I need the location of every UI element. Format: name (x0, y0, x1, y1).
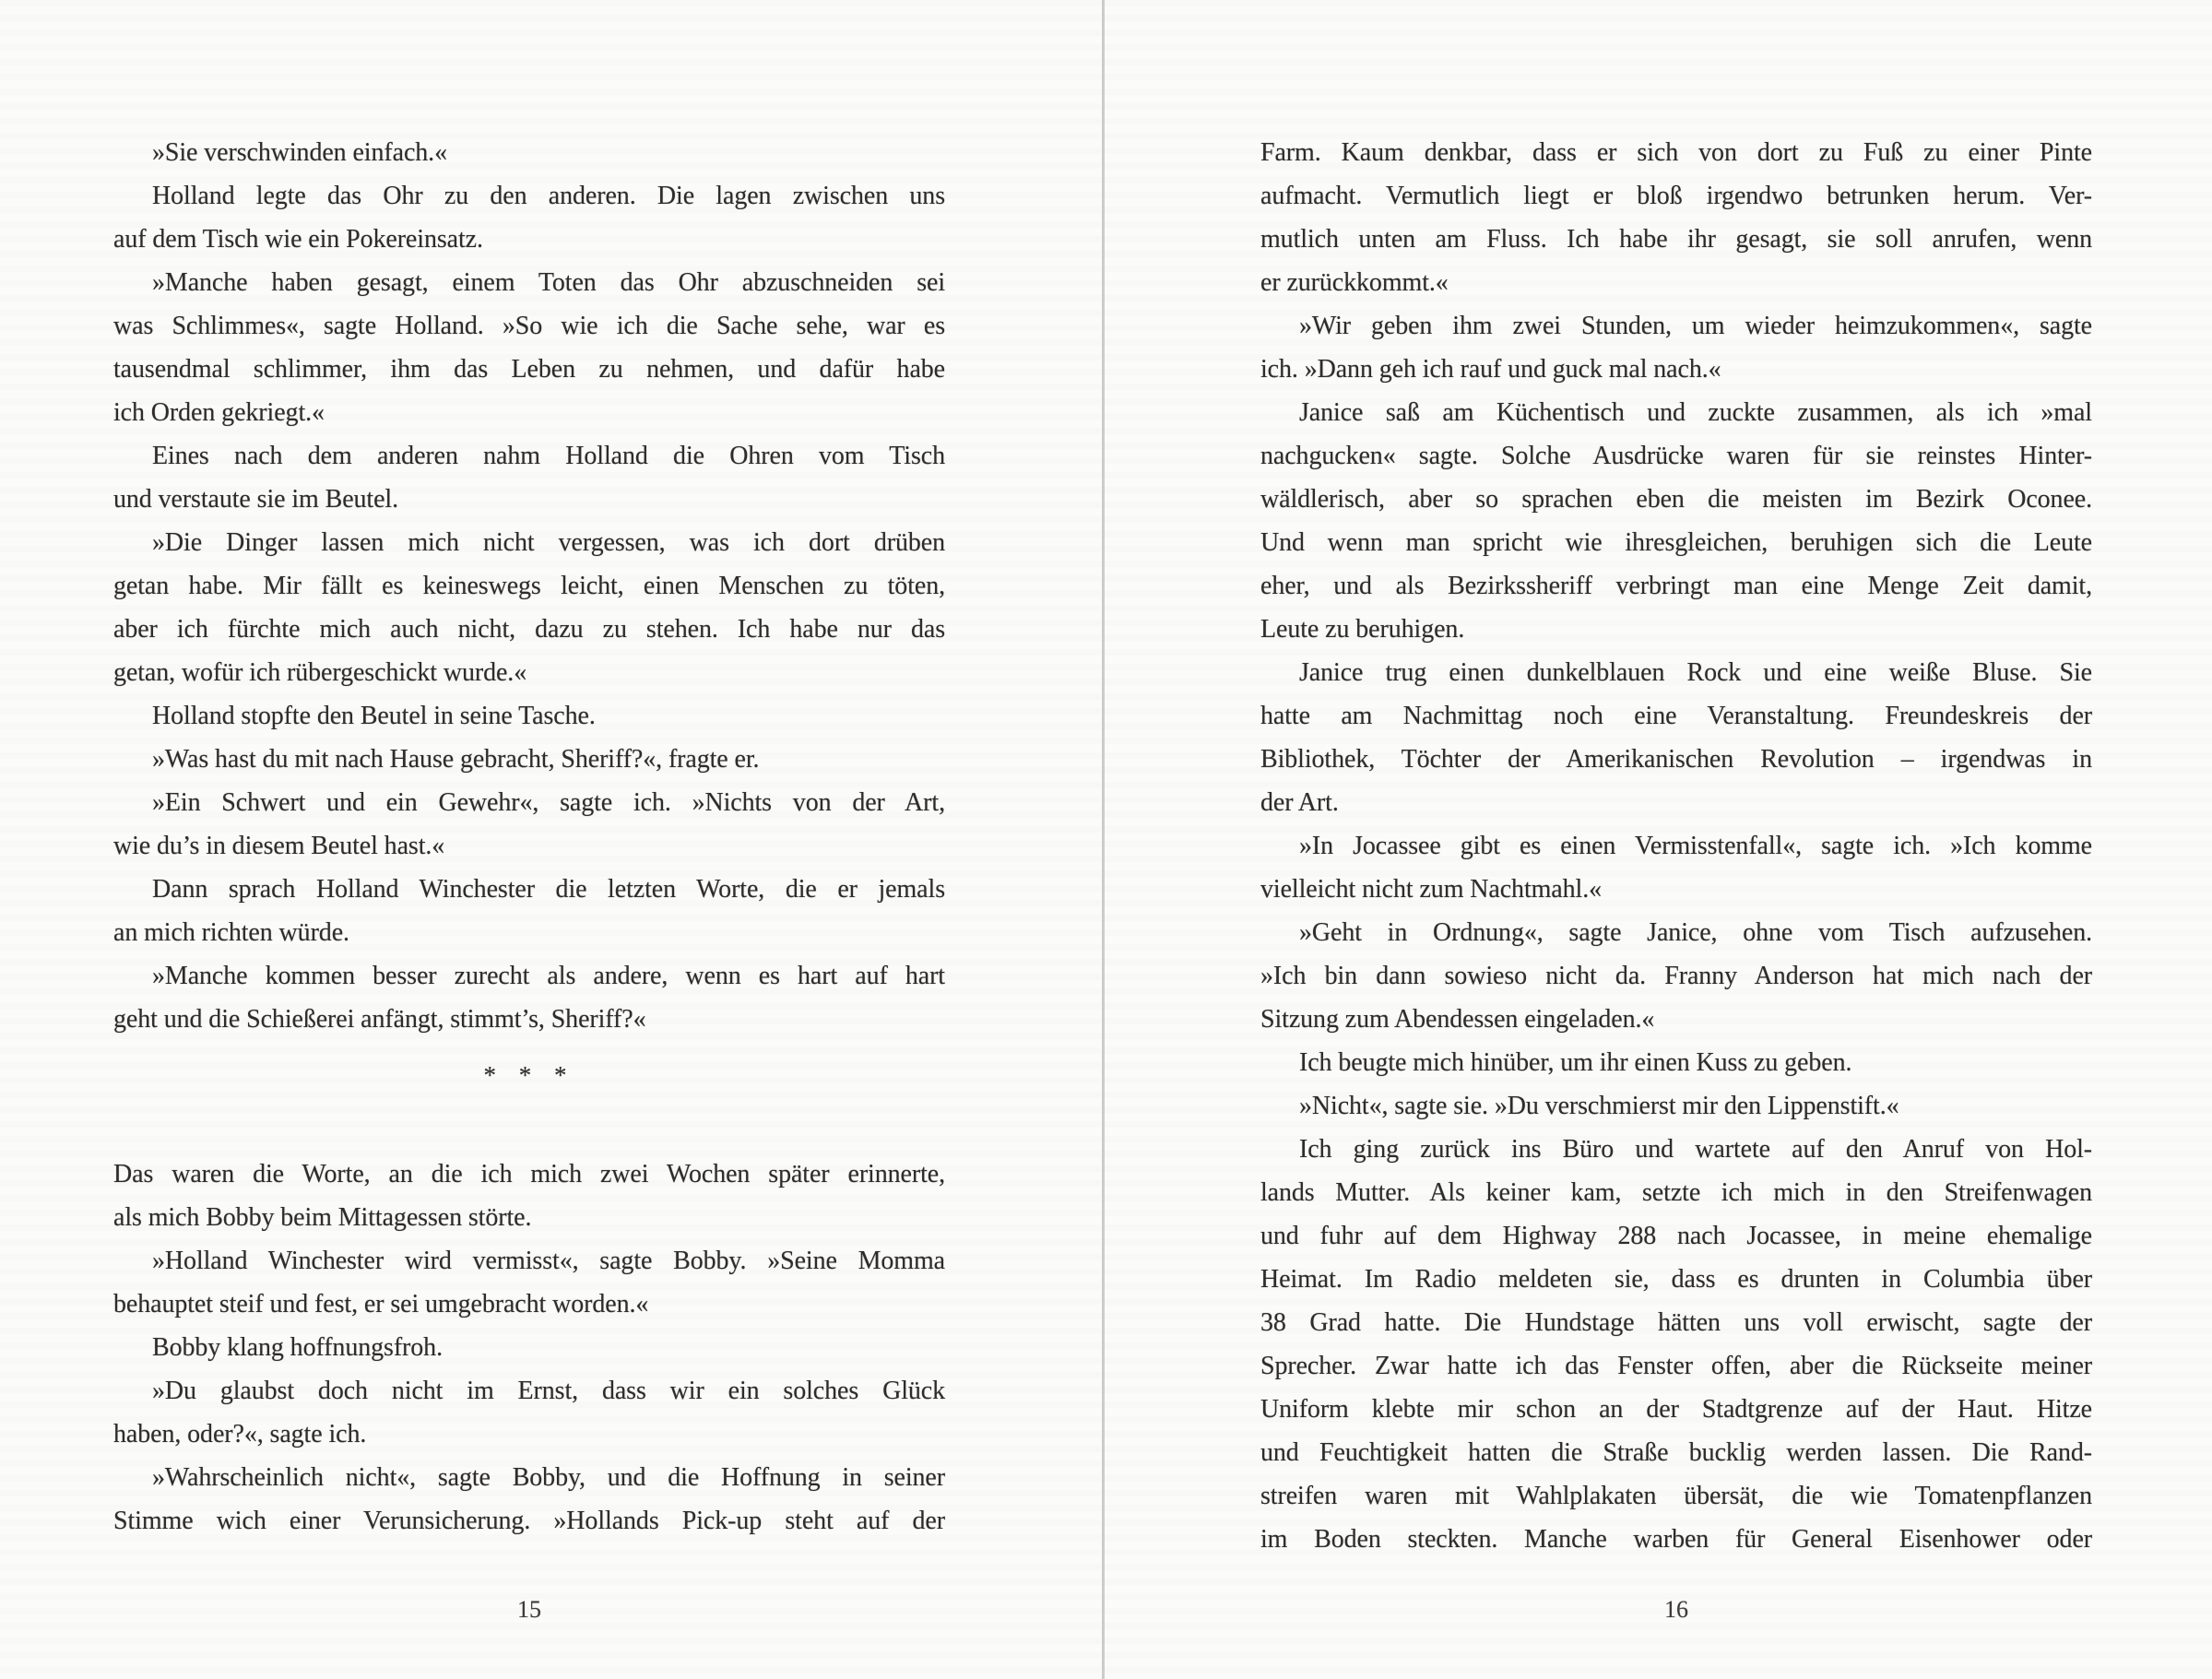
text-line: Uniform klebte mir schon an der Stadtgrenze auf der Haut. Hitze (1260, 1395, 2092, 1424)
text-line: Eines nach dem anderen nahm Holland die Ohren vom Tisch (152, 442, 945, 470)
text-line: »Holland Winchester wird vermisst«, sagte Bobby. »Seine Momma (152, 1247, 945, 1275)
text-line: Stimme wich einer Verunsicherung. »Hollands Pick-up steht auf der (113, 1507, 945, 1535)
text-line: an mich richten würde. (113, 918, 349, 947)
text-line: auf dem Tisch wie ein Pokereinsatz. (113, 225, 483, 254)
text-line: Bobby klang hoffnungsfroh. (152, 1333, 443, 1362)
text-line: Leute zu beruhigen. (1260, 615, 1465, 644)
text-line: »Ich bin dann sowieso nicht da. Franny Anderson hat mich nach der (1260, 962, 2092, 990)
text-line: vielleicht nicht zum Nachtmahl.« (1260, 875, 1603, 904)
text-line: »Nicht«, sagte sie. »Du verschmierst mir den Lippenstift.« (1299, 1092, 1899, 1120)
text-line: »Ein Schwert und ein Gewehr«, sagte ich. »Nichts von der Art, (152, 788, 945, 817)
text-line: nachgucken« sagte. Solche Ausdrücke waren für sie reinstes Hinter- (1260, 442, 2092, 470)
text-line: hatte am Nachmittag noch eine Veranstaltung. Freundeskreis der (1260, 702, 2092, 730)
text-line: lands Mutter. Als keiner kam, setzte ich mich in den Streifenwagen (1260, 1178, 2092, 1207)
text-line: »Manche kommen besser zurecht als andere, wenn es hart auf hart (152, 962, 945, 990)
text-line: aber ich fürchte mich auch nicht, dazu zu stehen. Ich habe nur das (113, 615, 945, 644)
text-line: als mich Bobby beim Mittagessen störte. (113, 1203, 532, 1232)
text-line: Holland legte das Ohr zu den anderen. Die lagen zwischen uns (152, 182, 945, 210)
text-line: mutlich unten am Fluss. Ich habe ihr gesagt, sie soll anrufen, wenn (1260, 225, 2092, 254)
text-line: und verstaute sie im Beutel. (113, 485, 399, 514)
text-line: Janice saß am Küchentisch und zuckte zusammen, als ich »mal (1299, 398, 2092, 427)
page-number-right: 16 (1664, 1596, 1688, 1623)
text-line: was Schlimmes«, sagte Holland. »So wie ich die Sache sehe, war es (113, 312, 945, 340)
text-line: getan habe. Mir fällt es keineswegs leicht, einen Menschen zu töten, (113, 572, 945, 600)
text-line: Das waren die Worte, an die ich mich zwei Wochen später erinnerte, (113, 1160, 945, 1188)
text-line: er zurückkommt.« (1260, 268, 1449, 297)
text-line: Ich ging zurück ins Büro und wartete auf den Anruf von Hol- (1299, 1135, 2092, 1164)
text-line: und fuhr auf dem Highway 288 nach Jocassee, in meine ehemalige (1260, 1222, 2092, 1250)
page-text-right (1260, 131, 2092, 1561)
text-line: Ich beugte mich hinüber, um ihr einen Kuss zu geben. (1299, 1048, 1852, 1077)
text-line: »Wahrscheinlich nicht«, sagte Bobby, und die Hoffnung in seiner (152, 1463, 945, 1492)
text-line: »Manche haben gesagt, einem Toten das Ohr abzuschneiden sei (152, 268, 945, 297)
text-line: Holland stopfte den Beutel in seine Tasche. (152, 702, 596, 730)
text-line: »Was hast du mit nach Hause gebracht, Sheriff?«, fragte er. (152, 745, 760, 774)
text-line: »Geht in Ordnung«, sagte Janice, ohne vom Tisch aufzusehen. (1299, 918, 2092, 947)
text-line: haben, oder?«, sagte ich. (113, 1420, 367, 1448)
text-line: im Boden steckten. Manche warben für General Eisenhower oder (1260, 1525, 2092, 1554)
text-line: Farm. Kaum denkbar, dass er sich von dort zu Fuß zu einer Pinte (1260, 138, 2092, 167)
text-line: Dann sprach Holland Winchester die letzten Worte, die er jemals (152, 875, 945, 904)
text-line: »Sie verschwinden einfach.« (152, 138, 447, 167)
text-line: »In Jocassee gibt es einen Vermisstenfall«, sagte ich. »Ich komme (1299, 832, 2092, 860)
section-separator: * * * (483, 1061, 575, 1089)
text-line: »Wir geben ihm zwei Stunden, um wieder heimzukommen«, sagte (1299, 312, 2092, 340)
text-line: »Die Dinger lassen mich nicht vergessen, was ich dort drüben (152, 528, 945, 557)
text-line: der Art. (1260, 788, 1339, 817)
text-line: behauptet steif und fest, er sei umgebracht worden.« (113, 1290, 649, 1318)
text-line: aufmacht. Vermutlich liegt er bloß irgendwo betrunken herum. Ver- (1260, 182, 2092, 210)
text-line: streifen waren mit Wahlplakaten übersät, die wie Tomatenpflanzen (1260, 1482, 2092, 1510)
text-line: Bibliothek, Töchter der Amerikanischen Revolution – irgendwas in (1260, 745, 2092, 774)
text-line: Sprecher. Zwar hatte ich das Fenster offen, aber die Rückseite meiner (1260, 1352, 2092, 1380)
page-text-left (113, 131, 945, 1543)
text-line: wie du’s in diesem Beutel hast.« (113, 832, 445, 860)
page-gutter-divider (1102, 0, 1105, 1679)
text-line: Heimat. Im Radio meldeten sie, dass es drunten in Columbia über (1260, 1265, 2092, 1294)
text-line: Sitzung zum Abendessen eingeladen.« (1260, 1005, 1655, 1034)
text-line: und Feuchtigkeit hatten die Straße bucklig werden lassen. Die Rand- (1260, 1438, 2092, 1467)
text-line: ich. »Dann geh ich rauf und guck mal nach.« (1260, 355, 1721, 384)
text-line: geht und die Schießerei anfängt, stimmt’s, Sheriff?« (113, 1005, 646, 1034)
text-line: getan, wofür ich rübergeschickt wurde.« (113, 658, 527, 687)
text-line: 38 Grad hatte. Die Hundstage hätten uns voll erwischt, sagte der (1260, 1308, 2092, 1337)
text-line: wäldlerisch, aber so sprachen eben die meisten im Bezirk Oconee. (1260, 485, 2092, 514)
text-line: »Du glaubst doch nicht im Ernst, dass wir ein solches Glück (152, 1377, 945, 1405)
text-line: tausendmal schlimmer, ihm das Leben zu nehmen, und dafür habe (113, 355, 945, 384)
text-line: eher, und als Bezirkssheriff verbringt man eine Menge Zeit damit, (1260, 572, 2092, 600)
text-line: ich Orden gekriegt.« (113, 398, 325, 427)
text-line: Janice trug einen dunkelblauen Rock und eine weiße Bluse. Sie (1299, 658, 2092, 687)
page-number-left: 15 (517, 1596, 541, 1623)
text-line: Und wenn man spricht wie ihresgleichen, beruhigen sich die Leute (1260, 528, 2092, 557)
